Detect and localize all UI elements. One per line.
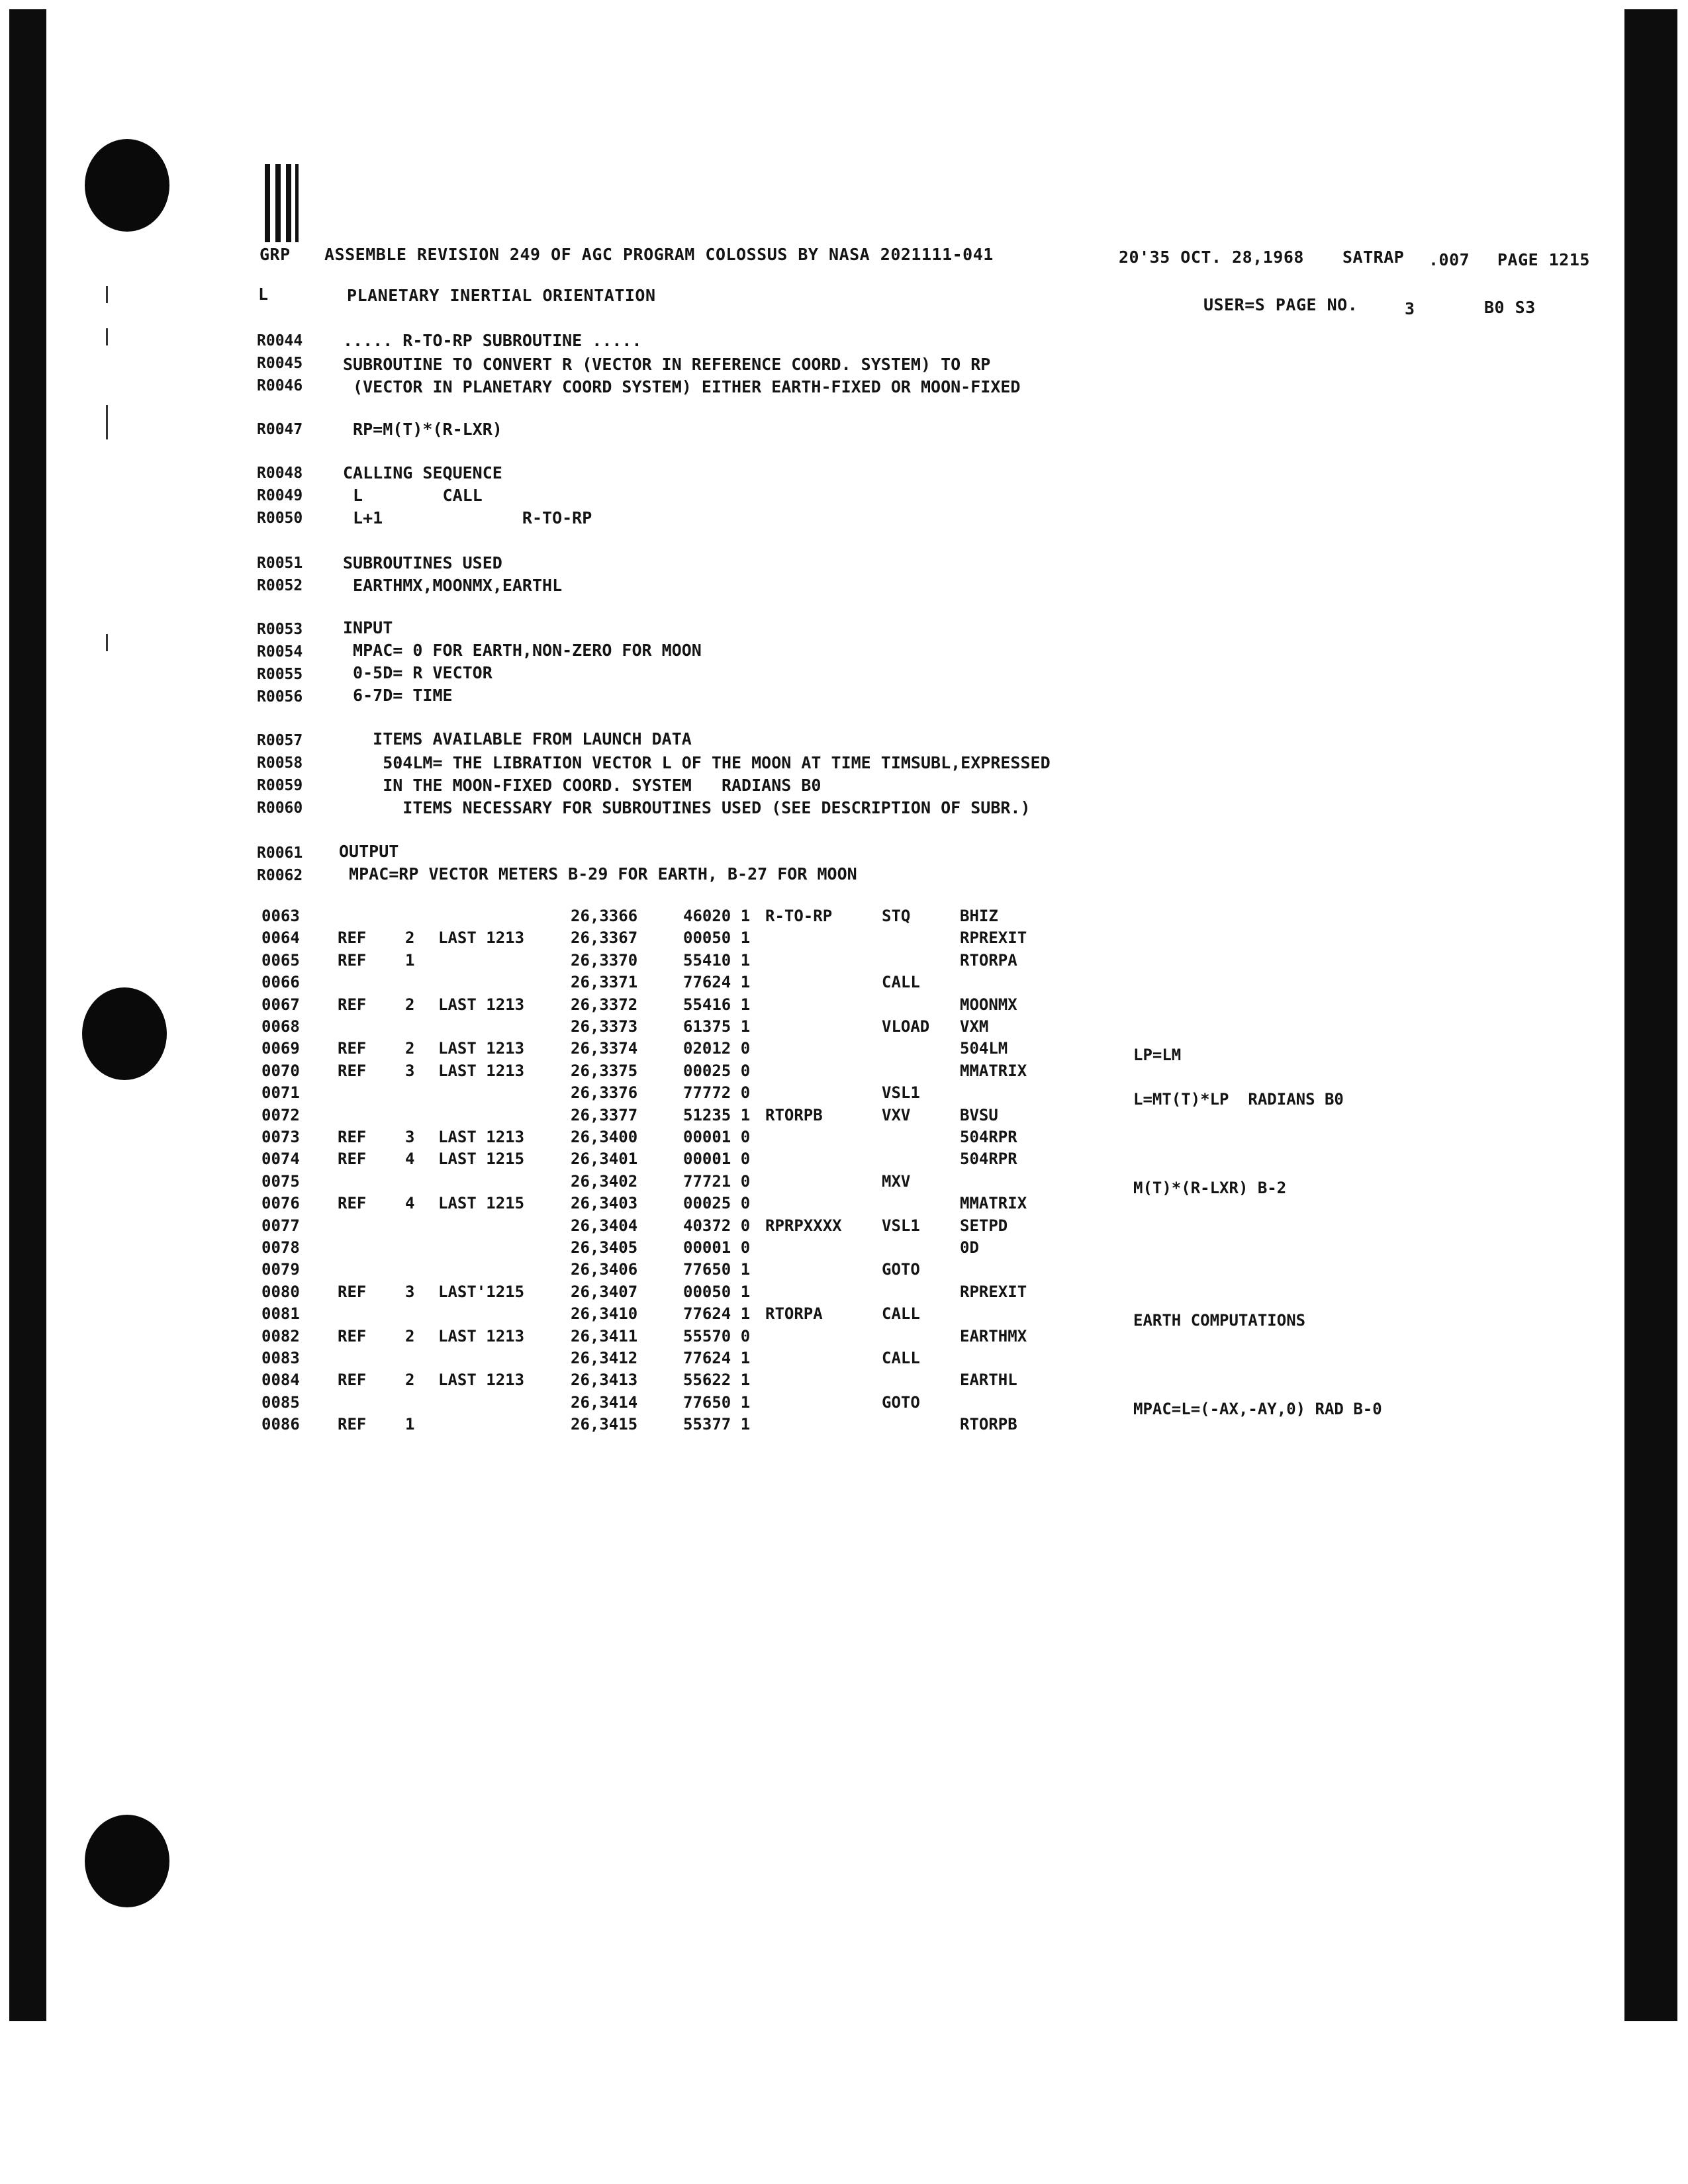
code-ref-flag: REF <box>338 1283 367 1301</box>
code-last-ref: LAST 1213 <box>438 1327 525 1345</box>
top-scan-edge <box>9 0 1677 9</box>
code-opcode: GOTO <box>882 1393 920 1412</box>
code-comment: M(T)*(R-LXR) B-2 <box>1133 1179 1287 1197</box>
remark-number: R0046 <box>257 377 303 394</box>
code-address: 26,3371 <box>571 973 638 991</box>
code-last-ref: LAST 1213 <box>438 1371 525 1389</box>
remark-text: 504LM= THE LIBRATION VECTOR L OF THE MOON AT TIME TIMSUBL,EXPRESSED <box>343 753 1051 772</box>
remark-text: MPAC=RP VECTOR METERS B-29 FOR EARTH, B-27 FOR MOON <box>339 864 857 884</box>
code-operand: RPREXIT <box>960 929 1027 947</box>
code-operand: RPREXIT <box>960 1283 1027 1301</box>
right-scan-border <box>1624 9 1677 2021</box>
code-operand: SETPD <box>960 1216 1008 1235</box>
code-line-number: 0070 <box>261 1062 300 1080</box>
code-address: 26,3373 <box>571 1017 638 1036</box>
code-address: 26,3375 <box>571 1062 638 1080</box>
subheader-codes: B0 S3 <box>1484 298 1536 317</box>
code-operand: 504RPR <box>960 1128 1017 1146</box>
code-ref-flag: REF <box>338 1128 367 1146</box>
code-octal-word: 77624 1 <box>683 1304 751 1323</box>
code-ref-count: 4 <box>405 1194 415 1212</box>
header-rev: .007 <box>1429 250 1470 269</box>
remark-text: 6-7D= TIME <box>343 686 453 705</box>
code-ref-count: 3 <box>405 1062 415 1080</box>
remark-text: OUTPUT <box>339 842 399 861</box>
code-line-number: 0074 <box>261 1150 300 1168</box>
remark-text: ITEMS NECESSARY FOR SUBROUTINES USED (SEE DESCRIPTION OF SUBR.) <box>343 798 1031 817</box>
code-operand: EARTHMX <box>960 1327 1027 1345</box>
code-ref-count: 4 <box>405 1150 415 1168</box>
code-ref-count: 1 <box>405 1415 415 1433</box>
code-ref-flag: REF <box>338 1371 367 1389</box>
code-operand: 0D <box>960 1238 979 1257</box>
code-comment: LP=LM <box>1133 1046 1182 1064</box>
code-octal-word: 00025 0 <box>683 1194 751 1212</box>
remark-text: ITEMS AVAILABLE FROM LAUNCH DATA <box>343 729 692 749</box>
code-ref-flag: REF <box>338 1415 367 1433</box>
punch-hole-middle <box>82 987 167 1080</box>
code-ref-count: 2 <box>405 1039 415 1058</box>
code-operand: VXM <box>960 1017 989 1036</box>
code-opcode: VXV <box>882 1106 911 1124</box>
code-line-number: 0065 <box>261 951 300 970</box>
code-ref-flag: REF <box>338 995 367 1014</box>
code-octal-word: 40372 0 <box>683 1216 751 1235</box>
remark-number: R0054 <box>257 643 303 660</box>
code-line-number: 0080 <box>261 1283 300 1301</box>
code-octal-word: 00001 0 <box>683 1150 751 1168</box>
punch-hole-bottom <box>85 1815 169 1907</box>
code-octal-word: 55377 1 <box>683 1415 751 1433</box>
code-opcode: MXV <box>882 1172 911 1191</box>
remark-number: R0052 <box>257 577 303 594</box>
code-address: 26,3402 <box>571 1172 638 1191</box>
remark-text: ..... R-TO-RP SUBROUTINE ..... <box>343 331 642 350</box>
code-comment: L=MT(T)*LP RADIANS B0 <box>1133 1090 1344 1109</box>
code-address: 26,3400 <box>571 1128 638 1146</box>
code-ref-flag: REF <box>338 929 367 947</box>
remark-text: INPUT <box>343 618 393 637</box>
remark-number: R0047 <box>257 421 303 438</box>
code-line-number: 0066 <box>261 973 300 991</box>
code-address: 26,3412 <box>571 1349 638 1367</box>
code-address: 26,3366 <box>571 907 638 925</box>
margin-mark <box>106 634 108 651</box>
code-operand: BHIZ <box>960 907 998 925</box>
code-address: 26,3376 <box>571 1083 638 1102</box>
code-address: 26,3377 <box>571 1106 638 1124</box>
code-octal-word: 00001 0 <box>683 1128 751 1146</box>
code-line-number: 0063 <box>261 907 300 925</box>
code-line-number: 0083 <box>261 1349 300 1367</box>
code-opcode: VLOAD <box>882 1017 930 1036</box>
code-ref-count: 3 <box>405 1283 415 1301</box>
code-line-number: 0076 <box>261 1194 300 1212</box>
code-label: RPRPXXXX <box>765 1216 842 1235</box>
remark-text: 0-5D= R VECTOR <box>343 663 492 682</box>
code-octal-word: 77624 1 <box>683 1349 751 1367</box>
code-last-ref: LAST 1215 <box>438 1194 525 1212</box>
code-ref-count: 1 <box>405 951 415 970</box>
code-address: 26,3405 <box>571 1238 638 1257</box>
code-label: RTORPA <box>765 1304 823 1323</box>
code-operand: MMATRIX <box>960 1062 1027 1080</box>
remark-number: R0056 <box>257 688 303 705</box>
code-octal-word: 77650 1 <box>683 1393 751 1412</box>
code-ref-count: 2 <box>405 995 415 1014</box>
remark-text: SUBROUTINES USED <box>343 553 502 572</box>
code-octal-word: 00050 1 <box>683 1283 751 1301</box>
code-opcode: VSL1 <box>882 1216 920 1235</box>
code-operand: BVSU <box>960 1106 998 1124</box>
code-last-ref: LAST 1213 <box>438 995 525 1014</box>
code-line-number: 0085 <box>261 1393 300 1412</box>
code-last-ref: LAST 1213 <box>438 1128 525 1146</box>
code-comment: EARTH COMPUTATIONS <box>1133 1311 1306 1330</box>
margin-mark <box>106 286 108 303</box>
code-ref-flag: REF <box>338 1327 367 1345</box>
code-address: 26,3374 <box>571 1039 638 1058</box>
code-operand: RTORPB <box>960 1415 1017 1433</box>
remark-number: R0059 <box>257 777 303 794</box>
code-opcode: STQ <box>882 907 911 925</box>
code-last-ref: LAST 1213 <box>438 929 525 947</box>
remark-number: R0044 <box>257 332 303 349</box>
code-address: 26,3410 <box>571 1304 638 1323</box>
code-line-number: 0067 <box>261 995 300 1014</box>
code-line-number: 0073 <box>261 1128 300 1146</box>
code-ref-count: 2 <box>405 1371 415 1389</box>
remark-number: R0062 <box>257 867 303 884</box>
header-prefix: GRP <box>259 245 291 264</box>
code-address: 26,3403 <box>571 1194 638 1212</box>
code-line-number: 0079 <box>261 1260 300 1279</box>
code-opcode: CALL <box>882 973 920 991</box>
remark-number: R0058 <box>257 754 303 772</box>
code-operand: 504RPR <box>960 1150 1017 1168</box>
remark-number: R0045 <box>257 355 303 372</box>
remark-text: MPAC= 0 FOR EARTH,NON-ZERO FOR MOON <box>343 641 702 660</box>
code-address: 26,3414 <box>571 1393 638 1412</box>
code-line-number: 0078 <box>261 1238 300 1257</box>
remark-text: (VECTOR IN PLANETARY COORD SYSTEM) EITHER EARTH-FIXED OR MOON-FIXED <box>343 377 1021 396</box>
code-line-number: 0086 <box>261 1415 300 1433</box>
code-octal-word: 00025 0 <box>683 1062 751 1080</box>
punch-hole-top <box>85 139 169 232</box>
code-operand: MMATRIX <box>960 1194 1027 1212</box>
code-address: 26,3413 <box>571 1371 638 1389</box>
code-opcode: CALL <box>882 1304 920 1323</box>
remark-number: R0051 <box>257 555 303 572</box>
code-opcode: CALL <box>882 1349 920 1367</box>
user-page-label: USER=S PAGE NO. <box>1203 295 1358 314</box>
code-operand: 504LM <box>960 1039 1008 1058</box>
remark-text: SUBROUTINE TO CONVERT R (VECTOR IN REFERENCE COORD. SYSTEM) TO RP <box>343 355 991 374</box>
code-line-number: 0072 <box>261 1106 300 1124</box>
code-octal-word: 46020 1 <box>683 907 751 925</box>
code-address: 26,3401 <box>571 1150 638 1168</box>
remark-number: R0057 <box>257 732 303 749</box>
code-ref-count: 2 <box>405 929 415 947</box>
code-line-number: 0068 <box>261 1017 300 1036</box>
code-octal-word: 02012 0 <box>683 1039 751 1058</box>
code-operand: RTORPA <box>960 951 1017 970</box>
code-last-ref: LAST'1215 <box>438 1283 525 1301</box>
code-ref-flag: REF <box>338 1062 367 1080</box>
remark-text: CALLING SEQUENCE <box>343 463 502 482</box>
code-address: 26,3370 <box>571 951 638 970</box>
header-title: ASSEMBLE REVISION 249 OF AGC PROGRAM COLOSSUS BY NASA 2021111-041 <box>324 245 994 264</box>
code-label: RTORPB <box>765 1106 823 1124</box>
code-octal-word: 77772 0 <box>683 1083 751 1102</box>
code-octal-word: 55622 1 <box>683 1371 751 1389</box>
code-octal-word: 61375 1 <box>683 1017 751 1036</box>
header-time: 20'35 OCT. 28,1968 <box>1119 248 1304 267</box>
remark-text: EARTHMX,MOONMX,EARTHL <box>343 576 563 595</box>
code-ref-flag: REF <box>338 1194 367 1212</box>
code-address: 26,3415 <box>571 1415 638 1433</box>
code-line-number: 0069 <box>261 1039 300 1058</box>
code-line-number: 0077 <box>261 1216 300 1235</box>
remark-number: R0049 <box>257 487 303 504</box>
remark-number: R0048 <box>257 465 303 482</box>
remark-number: R0053 <box>257 621 303 638</box>
code-last-ref: LAST 1213 <box>438 1039 525 1058</box>
code-ref-flag: REF <box>338 1150 367 1168</box>
subheader-l: L <box>258 285 269 304</box>
code-octal-word: 00001 0 <box>683 1238 751 1257</box>
code-address: 26,3372 <box>571 995 638 1014</box>
code-octal-word: 55416 1 <box>683 995 751 1014</box>
code-operand: EARTHL <box>960 1371 1017 1389</box>
code-ref-flag: REF <box>338 951 367 970</box>
code-address: 26,3404 <box>571 1216 638 1235</box>
code-last-ref: LAST 1213 <box>438 1062 525 1080</box>
code-address: 26,3407 <box>571 1283 638 1301</box>
code-octal-word: 77624 1 <box>683 973 751 991</box>
section-title: PLANETARY INERTIAL ORIENTATION <box>347 286 656 305</box>
code-line-number: 0071 <box>261 1083 300 1102</box>
code-octal-word: 51235 1 <box>683 1106 751 1124</box>
code-line-number: 0082 <box>261 1327 300 1345</box>
remark-text: L CALL <box>343 486 483 505</box>
remark-number: R0061 <box>257 844 303 862</box>
code-comment: MPAC=L=(-AX,-AY,0) RAD B-0 <box>1133 1400 1382 1418</box>
code-ref-flag: REF <box>338 1039 367 1058</box>
code-line-number: 0064 <box>261 929 300 947</box>
remark-text: L+1 R-TO-RP <box>343 508 592 527</box>
code-operand: MOONMX <box>960 995 1017 1014</box>
code-line-number: 0084 <box>261 1371 300 1389</box>
remark-text: IN THE MOON-FIXED COORD. SYSTEM RADIANS B0 <box>343 776 821 795</box>
code-address: 26,3406 <box>571 1260 638 1279</box>
code-octal-word: 55570 0 <box>683 1327 751 1345</box>
user-page-number: 3 <box>1405 299 1415 318</box>
margin-mark <box>106 405 108 439</box>
code-address: 26,3367 <box>571 929 638 947</box>
left-scan-border <box>9 9 46 2021</box>
code-octal-word: 77721 0 <box>683 1172 751 1191</box>
code-last-ref: LAST 1215 <box>438 1150 525 1168</box>
remark-number: R0050 <box>257 510 303 527</box>
code-octal-word: 00050 1 <box>683 929 751 947</box>
code-octal-word: 55410 1 <box>683 951 751 970</box>
code-line-number: 0081 <box>261 1304 300 1323</box>
header-user: SATRAP <box>1342 248 1405 267</box>
code-octal-word: 77650 1 <box>683 1260 751 1279</box>
remark-number: R0055 <box>257 666 303 683</box>
code-label: R-TO-RP <box>765 907 833 925</box>
code-opcode: VSL1 <box>882 1083 920 1102</box>
code-line-number: 0075 <box>261 1172 300 1191</box>
code-opcode: GOTO <box>882 1260 920 1279</box>
header-page: PAGE 1215 <box>1497 250 1590 269</box>
margin-mark <box>106 328 108 345</box>
code-address: 26,3411 <box>571 1327 638 1345</box>
remark-text: RP=M(T)*(R-LXR) <box>343 420 502 439</box>
remark-number: R0060 <box>257 799 303 817</box>
code-ref-count: 2 <box>405 1327 415 1345</box>
code-ref-count: 3 <box>405 1128 415 1146</box>
